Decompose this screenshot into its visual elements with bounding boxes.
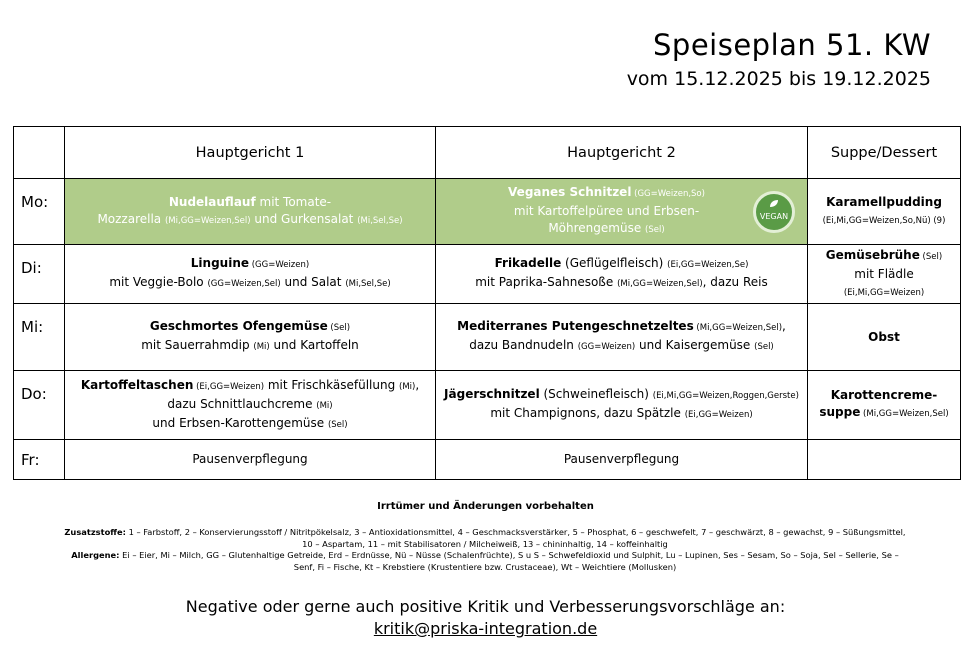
title-block (627, 28, 931, 92)
legend-text: Ei – Eier, Mi – Milch, GG – Glutenhaltige Getreide, Erd – Erdnüsse, Nü – Nüsse (Schalenfrüchte), S u S – Schwefeldioxid und Sulphit, Lu – Lupinen, Ses – Sesam, So – Soja, Sel – Sellerie, Se – Senf, Fi – Fische, Kt – Krebstiere (Krustentiere bzw. Crustaceae), Wt – Weichtiere (Mollusken) (119, 550, 899, 572)
page-title: Speiseplan 51. KW (653, 28, 931, 62)
legend-label: Zusatzstoffe: (64, 527, 126, 537)
legend (60, 527, 910, 573)
dish-name: Frikadelle (494, 256, 562, 270)
dish-text: und Kaisergemüse (635, 338, 755, 352)
dish-text: mit Paprika-Sahnesoße (475, 275, 618, 289)
table-row (14, 245, 961, 304)
dish-cell (65, 304, 436, 371)
dish-text: und Erbsen-Karottengemüse (152, 415, 328, 430)
feedback-text: Negative oder gerne auch positive Kritik und Verbesserungsvorschläge an: (185, 597, 786, 616)
allergen-note: (Mi,Sel,Se) (345, 279, 391, 289)
allergen-note: (GG=Weizen,So) (631, 189, 705, 199)
dish-text: Pausenverpflegung (192, 452, 308, 466)
dish-name: Mediterranes Putengeschnetzeltes (457, 319, 694, 333)
allergen-note: (Mi) (316, 400, 333, 411)
dish-name: Karottencreme- (830, 388, 938, 402)
column-header: Hauptgericht 1 (65, 127, 436, 179)
dish-name: Jägerschnitzel (444, 387, 540, 401)
dessert-cell (808, 440, 961, 480)
dish-text: und Salat (280, 275, 346, 289)
dessert-cell (808, 371, 961, 440)
dish-text: dazu Bandnudeln (469, 338, 578, 352)
dish-cell (65, 440, 436, 480)
allergen-note: (GG=Weizen) (577, 342, 636, 352)
legend-label: Allergene: (71, 550, 120, 560)
allergen-note: (Ei,GG=Weizen,Se) (667, 260, 749, 270)
allergen-note: (Sel) (919, 251, 943, 262)
dish-text: mit Sauerrahmdip (141, 338, 254, 352)
dish-text: (Geflügelfleisch) (561, 256, 668, 270)
allergen-note: (Ei,Mi,GG=Weizen) (843, 287, 925, 298)
dish-cell (436, 440, 808, 480)
dish-name: Kartoffeltaschen (80, 377, 194, 392)
dish-text: , (782, 319, 786, 333)
dessert-cell (808, 304, 961, 371)
table-row (14, 440, 961, 480)
corner-cell (14, 127, 65, 179)
allergen-note: (Mi) (253, 342, 270, 352)
dish-cell (65, 245, 436, 304)
allergen-note: (Sel) (754, 342, 774, 352)
allergen-note: (GG=Weizen) (249, 260, 310, 270)
dish-content (442, 184, 801, 239)
allergen-note: (Mi,GG=Weizen,Sel) (617, 279, 703, 289)
day-label: Mi: (14, 304, 65, 371)
allergen-note: (Mi,GG=Weizen,Sel) (860, 409, 949, 419)
dish-text: Pausenverpflegung (563, 452, 680, 466)
dish-text: Mozzarella (97, 211, 165, 226)
day-label: Di: (14, 245, 65, 304)
dish-text: mit Champignons, dazu Spätzle (490, 406, 685, 420)
vegan-label: VEGAN (759, 212, 789, 221)
dish-name: Karamellpudding (826, 194, 942, 209)
allergen-note: (Sel) (327, 323, 351, 333)
vegan-icon (753, 191, 795, 233)
column-header: Hauptgericht 2 (436, 127, 808, 179)
dish-cell (436, 304, 808, 371)
dish-text: mit Veggie-Bolo (109, 275, 208, 289)
allergen-note: (Mi,GG=Weizen,Sel) (164, 215, 251, 226)
table-row (14, 304, 961, 371)
dish-text: mit Frischkäsefüllung (264, 377, 400, 392)
dish-cell (65, 179, 436, 245)
allergen-note: (Ei,Mi,GG=Weizen,Roggen,Gerste) (652, 391, 799, 401)
allergen-note: (Ei,GG=Weizen) (193, 381, 265, 392)
dish-text: mit Kartoffelpüree und Erbsen- (513, 204, 700, 218)
allergen-note: (Mi,GG=Weizen,Sel) (693, 323, 783, 333)
allergen-note: (Sel) (645, 225, 665, 235)
dish-text: , dazu Reis (702, 275, 768, 289)
dish-name: Linguine (190, 256, 249, 270)
dish-cell (436, 179, 808, 245)
dish-text: mit Flädle (854, 266, 914, 281)
dish-cell (436, 371, 808, 440)
day-label: Do: (14, 371, 65, 440)
dish-text: , (415, 377, 420, 392)
dish-name: Obst (868, 329, 900, 344)
dish-name: Nudelauflauf (168, 194, 256, 209)
dish-name: Veganes Schnitzel (508, 185, 632, 199)
dish-name: Geschmortes Ofengemüse (149, 319, 328, 333)
allergen-note: (Sel) (327, 419, 348, 430)
dish-name: suppe (819, 405, 861, 419)
column-header: Suppe/Dessert (808, 127, 961, 179)
email-link[interactable]: kritik@priska-integration.de (373, 619, 598, 638)
table-row (14, 179, 961, 245)
day-label: Mo: (14, 179, 65, 245)
dish-text: (Schweinefleisch) (539, 387, 653, 401)
dish-name: Gemüsebrühe (825, 247, 920, 262)
menu-table (13, 126, 961, 480)
dessert-cell (808, 245, 961, 304)
dish-text: und Kartoffeln (269, 338, 359, 352)
table-header-row (14, 127, 961, 179)
legend-text: 1 – Farbstoff, 2 – Konservierungsstoff / Nitritpökelsalz, 3 – Antioxidationsmittel, 4 – Geschmacksverstärker, 5 – Phosphat, 6 – geschwefelt, 7 – geschwärzt, 8 – gewachst, 9 – Süßungsmittel, 10 – Aspartam, 11 – mit Stabilisatoren / Milcheiweiß, 13 – chininhaltig, 14 – koffeinhaltig (125, 527, 906, 549)
table-row (14, 371, 961, 440)
allergen-note: (Ei,Mi,GG=Weizen,So,Nü) (9) (822, 215, 946, 226)
dish-text: mit Tomate- (255, 194, 332, 209)
dish-cell (65, 371, 436, 440)
allergen-note: (GG=Weizen,Sel) (207, 279, 281, 289)
allergen-note: (Ei,GG=Weizen) (684, 410, 753, 420)
day-label: Fr: (14, 440, 65, 480)
allergen-note: (Mi) (399, 381, 416, 392)
date-range: vom 15.12.2025 bis 19.12.2025 (626, 68, 931, 90)
allergen-note: (Mi,Sel,Se) (357, 215, 403, 226)
feedback-block (0, 596, 971, 640)
dessert-cell (808, 179, 961, 245)
dish-text: dazu Schnittlauchcreme (167, 396, 317, 411)
dish-cell (436, 245, 808, 304)
disclaimer: Irrtümer und Änderungen vorbehalten (377, 501, 594, 512)
dish-text: Möhrengemüse (548, 221, 646, 235)
dish-text: und Gurkensalat (250, 211, 358, 226)
